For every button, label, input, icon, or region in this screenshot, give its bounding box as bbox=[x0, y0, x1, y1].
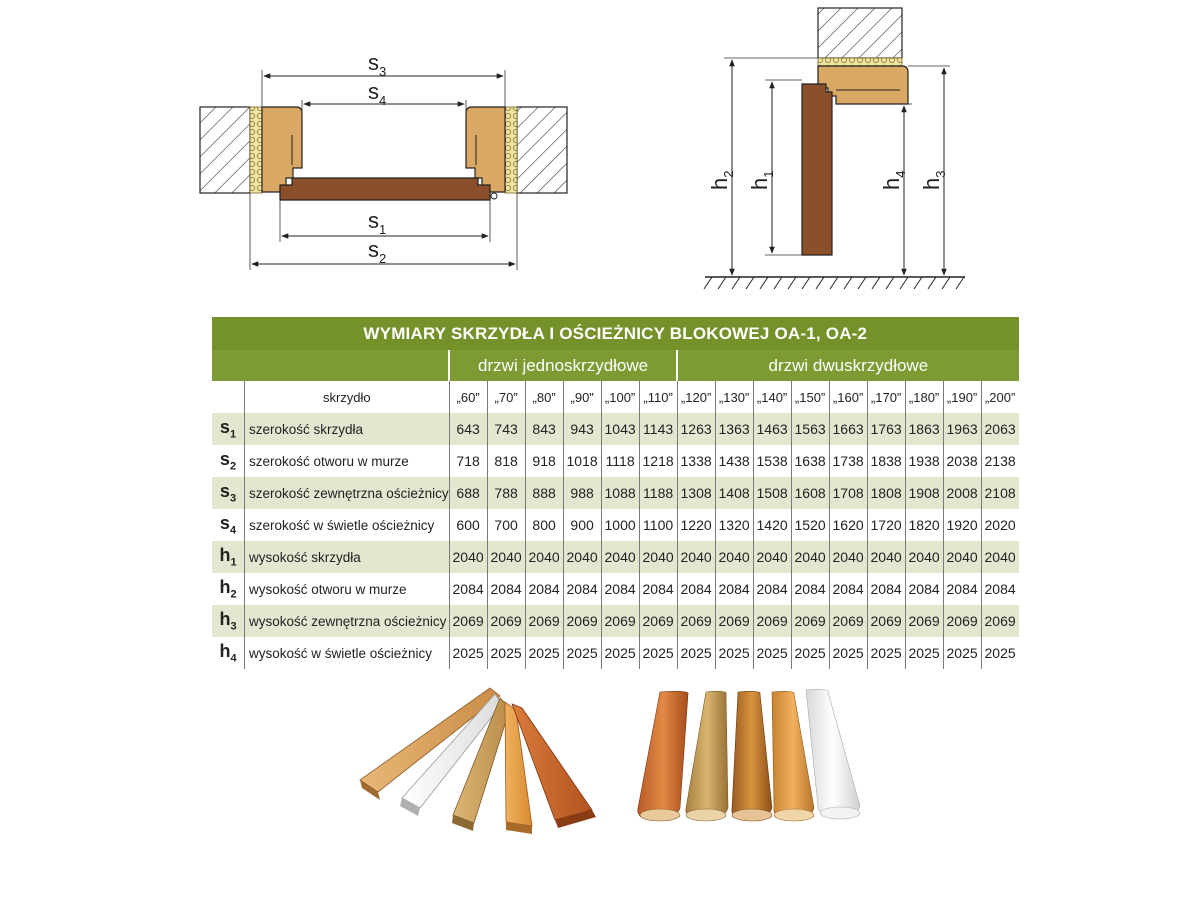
row-symbol-index: 3 bbox=[230, 620, 237, 633]
table-cell: 1638 bbox=[791, 445, 829, 477]
row-symbol bbox=[212, 509, 245, 541]
bead-sample-oak-natural bbox=[686, 691, 728, 820]
table-row bbox=[212, 541, 1019, 573]
table-cell: 688 bbox=[449, 477, 487, 509]
size-header-label: skrzydło bbox=[245, 381, 450, 413]
top-foam bbox=[818, 58, 902, 66]
table-cell: 2020 bbox=[981, 509, 1019, 541]
table-cell: 1118 bbox=[601, 445, 639, 477]
table-row bbox=[212, 445, 1019, 477]
table-cell: 1143 bbox=[639, 413, 677, 445]
table-cell: 1218 bbox=[639, 445, 677, 477]
table-cell: 1188 bbox=[639, 477, 677, 509]
table-cell: 1420 bbox=[753, 509, 791, 541]
table-cell: 1320 bbox=[715, 509, 753, 541]
table-cell: 2025 bbox=[905, 637, 943, 669]
table-title: WYMIARY SKRZYDŁA I OŚCIEŻNICY BLOKOWEJ OA-1, OA-2 bbox=[212, 317, 1019, 350]
table-row bbox=[212, 605, 1019, 637]
row-symbol-letter: s bbox=[219, 417, 230, 438]
size-header-cell: „180” bbox=[905, 381, 943, 413]
size-header-spacer bbox=[212, 381, 245, 413]
row-symbol bbox=[212, 605, 245, 637]
table-row bbox=[212, 637, 1019, 669]
table-cell: 2025 bbox=[525, 637, 563, 669]
table-cell: 2040 bbox=[981, 541, 1019, 573]
table-cell: 2084 bbox=[753, 573, 791, 605]
row-label: szerokość skrzydła bbox=[245, 413, 450, 445]
table-cell: 2069 bbox=[487, 605, 525, 637]
table-cell: 743 bbox=[487, 413, 525, 445]
table-cell: 2084 bbox=[639, 573, 677, 605]
table-cell: 600 bbox=[449, 509, 487, 541]
table-cell: 2069 bbox=[601, 605, 639, 637]
table-cell: 2025 bbox=[753, 637, 791, 669]
row-symbol bbox=[212, 445, 245, 477]
table-cell: 1908 bbox=[905, 477, 943, 509]
dimensions-table bbox=[212, 317, 1019, 669]
table-cell: 2040 bbox=[753, 541, 791, 573]
table-cell: 1088 bbox=[601, 477, 639, 509]
table-cell: 1763 bbox=[867, 413, 905, 445]
label-s1: $s_1$ bbox=[368, 208, 387, 237]
group-header-spacer bbox=[212, 350, 449, 381]
row-label: wysokość zewnętrzna ościeżnicy bbox=[245, 605, 450, 637]
table-cell: 2040 bbox=[601, 541, 639, 573]
table-cell: 1563 bbox=[791, 413, 829, 445]
row-symbol-letter: h bbox=[219, 545, 231, 566]
table-cell: 2084 bbox=[981, 573, 1019, 605]
table-cell: 1608 bbox=[791, 477, 829, 509]
table-cell: 2069 bbox=[715, 605, 753, 637]
table-cell: 1508 bbox=[753, 477, 791, 509]
size-header-cell: „70” bbox=[487, 381, 525, 413]
row-label: szerokość zewnętrzna ościeżnicy bbox=[245, 477, 450, 509]
row-label: szerokość otworu w murze bbox=[245, 445, 450, 477]
row-symbol-index: 4 bbox=[230, 652, 237, 665]
size-header-cell: „100” bbox=[601, 381, 639, 413]
table-cell: 2069 bbox=[563, 605, 601, 637]
left-wall bbox=[200, 107, 250, 193]
bead-sample-white bbox=[806, 689, 860, 818]
bead-samples bbox=[638, 689, 860, 821]
row-symbol-letter: s bbox=[219, 513, 230, 534]
size-header-cell: „190” bbox=[943, 381, 981, 413]
left-foam bbox=[250, 107, 262, 193]
panel-samples-fan bbox=[360, 688, 596, 834]
table-cell: 2025 bbox=[867, 637, 905, 669]
table-cell: 1838 bbox=[867, 445, 905, 477]
group-double-leaf: drzwi dwuskrzydłowe bbox=[677, 350, 1019, 381]
table-cell: 1438 bbox=[715, 445, 753, 477]
table-cell: 2025 bbox=[487, 637, 525, 669]
table-cell: 643 bbox=[449, 413, 487, 445]
row-label: wysokość skrzydła bbox=[245, 541, 450, 573]
table-cell: 2040 bbox=[715, 541, 753, 573]
section-view-diagram bbox=[704, 8, 965, 289]
table-cell: 1043 bbox=[601, 413, 639, 445]
table-cell: 2040 bbox=[487, 541, 525, 573]
group-single-leaf: drzwi jednoskrzydłowe bbox=[449, 350, 677, 381]
table-cell: 2084 bbox=[677, 573, 715, 605]
table-cell: 1863 bbox=[905, 413, 943, 445]
table-cell: 2069 bbox=[753, 605, 791, 637]
row-symbol bbox=[212, 637, 245, 669]
table-cell: 1820 bbox=[905, 509, 943, 541]
row-symbol-letter: s bbox=[219, 481, 230, 502]
table-cell: 800 bbox=[525, 509, 563, 541]
table-cell: 2084 bbox=[867, 573, 905, 605]
plan-view-diagram bbox=[200, 50, 567, 270]
table-cell: 1463 bbox=[753, 413, 791, 445]
table-cell: 2069 bbox=[449, 605, 487, 637]
table-cell: 2040 bbox=[791, 541, 829, 573]
table-cell: 2025 bbox=[601, 637, 639, 669]
table-cell: 1938 bbox=[905, 445, 943, 477]
table-cell: 2069 bbox=[525, 605, 563, 637]
table-cell: 1308 bbox=[677, 477, 715, 509]
row-symbol bbox=[212, 541, 245, 573]
table-cell: 2084 bbox=[563, 573, 601, 605]
table-cell: 2084 bbox=[943, 573, 981, 605]
bead-sample-alder bbox=[772, 691, 814, 820]
table-cell: 788 bbox=[487, 477, 525, 509]
table-cell: 2025 bbox=[449, 637, 487, 669]
table-row bbox=[212, 573, 1019, 605]
table-cell: 2084 bbox=[449, 573, 487, 605]
table-cell: 2069 bbox=[867, 605, 905, 637]
table-cell: 900 bbox=[563, 509, 601, 541]
size-header-cell: „160” bbox=[829, 381, 867, 413]
table-cell: 818 bbox=[487, 445, 525, 477]
table-cell: 2040 bbox=[639, 541, 677, 573]
door-leaf-plan bbox=[280, 178, 490, 200]
table-cell: 2025 bbox=[639, 637, 677, 669]
table-cell: 1738 bbox=[829, 445, 867, 477]
row-label: wysokość w świetle ościeżnicy bbox=[245, 637, 450, 669]
row-symbol-index: 2 bbox=[229, 460, 237, 473]
table-row bbox=[212, 477, 1019, 509]
table-cell: 2040 bbox=[943, 541, 981, 573]
row-symbol-letter: h bbox=[219, 577, 231, 598]
table-cell: 1963 bbox=[943, 413, 981, 445]
table-cell: 2069 bbox=[791, 605, 829, 637]
table-cell: 1808 bbox=[867, 477, 905, 509]
table-cell: 2025 bbox=[981, 637, 1019, 669]
table-cell: 2069 bbox=[905, 605, 943, 637]
size-header-cell: „130” bbox=[715, 381, 753, 413]
label-h1: $h_1$ bbox=[747, 170, 776, 190]
table-cell: 2084 bbox=[601, 573, 639, 605]
table-cell: 2025 bbox=[791, 637, 829, 669]
table-cell: 2084 bbox=[791, 573, 829, 605]
table-cell: 888 bbox=[525, 477, 563, 509]
row-symbol bbox=[212, 477, 245, 509]
label-h4: $h_4$ bbox=[879, 170, 908, 190]
table-cell: 1620 bbox=[829, 509, 867, 541]
bead-sample-oak-golden bbox=[732, 691, 772, 820]
size-header-cell: „170” bbox=[867, 381, 905, 413]
size-header-cell: „200” bbox=[981, 381, 1019, 413]
row-label: szerokość w świetle ościeżnicy bbox=[245, 509, 450, 541]
table-cell: 2025 bbox=[829, 637, 867, 669]
size-header-cell: „90” bbox=[563, 381, 601, 413]
table-cell: 2138 bbox=[981, 445, 1019, 477]
table-cell: 943 bbox=[563, 413, 601, 445]
label-s2: $s_2$ bbox=[368, 237, 387, 266]
table-cell: 2069 bbox=[943, 605, 981, 637]
label-h2: $h_2$ bbox=[707, 170, 736, 190]
table-cell: 2069 bbox=[677, 605, 715, 637]
table-cell: 2063 bbox=[981, 413, 1019, 445]
size-header-row bbox=[212, 381, 1019, 413]
hinge-marker bbox=[491, 193, 497, 199]
table-row bbox=[212, 509, 1019, 541]
table-cell: 843 bbox=[525, 413, 563, 445]
table-cell: 1018 bbox=[563, 445, 601, 477]
size-header-cell: „150” bbox=[791, 381, 829, 413]
table-cell: 1520 bbox=[791, 509, 829, 541]
row-symbol-index: 2 bbox=[230, 588, 237, 601]
table-cell: 1538 bbox=[753, 445, 791, 477]
table-cell: 1100 bbox=[639, 509, 677, 541]
table-cell: 1220 bbox=[677, 509, 715, 541]
floor-hatching bbox=[704, 277, 964, 289]
label-s4: $s_4$ bbox=[368, 79, 387, 108]
table-cell: 1708 bbox=[829, 477, 867, 509]
row-symbol-index: 4 bbox=[229, 524, 237, 537]
table-cell: 2040 bbox=[449, 541, 487, 573]
table-cell: 1920 bbox=[943, 509, 981, 541]
bead-sample-cherry bbox=[638, 691, 688, 820]
size-header-cell: „120” bbox=[677, 381, 715, 413]
table-cell: 700 bbox=[487, 509, 525, 541]
row-symbol-index: 3 bbox=[229, 492, 237, 505]
door-leaf-section bbox=[802, 84, 832, 255]
size-header-cell: „110” bbox=[639, 381, 677, 413]
table-cell: 2084 bbox=[525, 573, 563, 605]
table-cell: 2040 bbox=[829, 541, 867, 573]
table-cell: 2084 bbox=[487, 573, 525, 605]
table-cell: 2040 bbox=[563, 541, 601, 573]
table-cell: 2084 bbox=[829, 573, 867, 605]
row-symbol-letter: s bbox=[219, 449, 230, 470]
table-cell: 1720 bbox=[867, 509, 905, 541]
row-symbol-index: 1 bbox=[230, 556, 237, 569]
table-cell: 2025 bbox=[715, 637, 753, 669]
right-foam bbox=[505, 107, 517, 193]
table-title-row bbox=[212, 317, 1019, 350]
row-symbol bbox=[212, 413, 245, 445]
technical-drawings bbox=[0, 0, 1200, 310]
table-cell: 1663 bbox=[829, 413, 867, 445]
table-cell: 2040 bbox=[677, 541, 715, 573]
row-symbol-letter: h bbox=[219, 641, 231, 662]
table-cell: 1000 bbox=[601, 509, 639, 541]
table-cell: 2040 bbox=[867, 541, 905, 573]
product-finish-samples bbox=[0, 680, 1200, 900]
table-cell: 2069 bbox=[829, 605, 867, 637]
table-cell: 2040 bbox=[525, 541, 563, 573]
table-cell: 2040 bbox=[905, 541, 943, 573]
table-row bbox=[212, 413, 1019, 445]
table-cell: 1338 bbox=[677, 445, 715, 477]
table-cell: 988 bbox=[563, 477, 601, 509]
table-cell: 2084 bbox=[905, 573, 943, 605]
label-s3: $s_3$ bbox=[368, 50, 387, 79]
table-cell: 2108 bbox=[981, 477, 1019, 509]
row-symbol-index: 1 bbox=[229, 428, 237, 441]
row-symbol bbox=[212, 573, 245, 605]
table-cell: 2025 bbox=[677, 637, 715, 669]
table-cell: 918 bbox=[525, 445, 563, 477]
row-label: wysokość otworu w murze bbox=[245, 573, 450, 605]
table-cell: 1263 bbox=[677, 413, 715, 445]
table-cell: 2025 bbox=[563, 637, 601, 669]
size-header-cell: „80” bbox=[525, 381, 563, 413]
size-header-cell: „140” bbox=[753, 381, 791, 413]
table-cell: 1408 bbox=[715, 477, 753, 509]
lintel-wall bbox=[818, 8, 902, 58]
table-cell: 2069 bbox=[639, 605, 677, 637]
table-cell: 2025 bbox=[943, 637, 981, 669]
table-cell: 718 bbox=[449, 445, 487, 477]
group-header-row bbox=[212, 350, 1019, 381]
right-wall bbox=[517, 107, 567, 193]
row-symbol-letter: h bbox=[219, 609, 231, 630]
table-cell: 2008 bbox=[943, 477, 981, 509]
table-cell: 2038 bbox=[943, 445, 981, 477]
table-cell: 1363 bbox=[715, 413, 753, 445]
size-header-cell: „60” bbox=[449, 381, 487, 413]
table-cell: 2084 bbox=[715, 573, 753, 605]
label-h3: $h_3$ bbox=[919, 170, 948, 190]
table-cell: 2069 bbox=[981, 605, 1019, 637]
